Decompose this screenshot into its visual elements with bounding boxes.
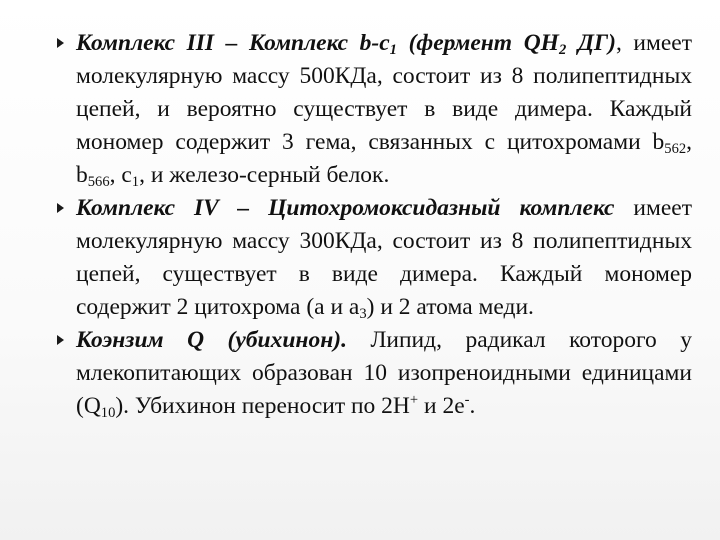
- term-complex-iv: Комплекс IV – Цитохромоксидазный комплекс: [76, 195, 615, 221]
- bullet-arrow-icon: [57, 335, 64, 345]
- bullet-arrow-icon: [57, 38, 64, 48]
- description-complex-iv: имеет молекулярную массу 300КДа, состоит из 8 полипептидных цепей, существует в виде димера. Каждый мономер содержит 2 цитохрома (а и $а_3$) и 2 атома меди.: [76, 195, 692, 323]
- description-coenzyme-q: Липид, радикал которого у млекопитающих образован 10 изопреноидными единицами $(Q_{10})$. Убихинон переносит по 2Н+ и 2е-.: [76, 327, 692, 422]
- bullet-coenzyme-q: [0, 324, 720, 423]
- bullet-complex-iv: [0, 192, 720, 324]
- description-complex-iii: , имеет молекулярную массу 500КДа, состоит из 8 полипептидных цепей, и вероятно существует в виде димера. Каждый мономер содержит 3 гема, связанных с цитохромами $b_{562}$, $b_{566}$, $c_1$, и железо-серный белок.: [76, 30, 693, 191]
- term-coenzyme-q: Коэнзим Q (убихинон).: [76, 327, 347, 353]
- bullet-arrow-icon: [57, 203, 64, 213]
- bullet-complex-iii: [0, 27, 720, 192]
- term-complex-iii: Комплекс III – Комплекс $b-c_1$ (фермент $QH_2$ ДГ): [76, 30, 616, 59]
